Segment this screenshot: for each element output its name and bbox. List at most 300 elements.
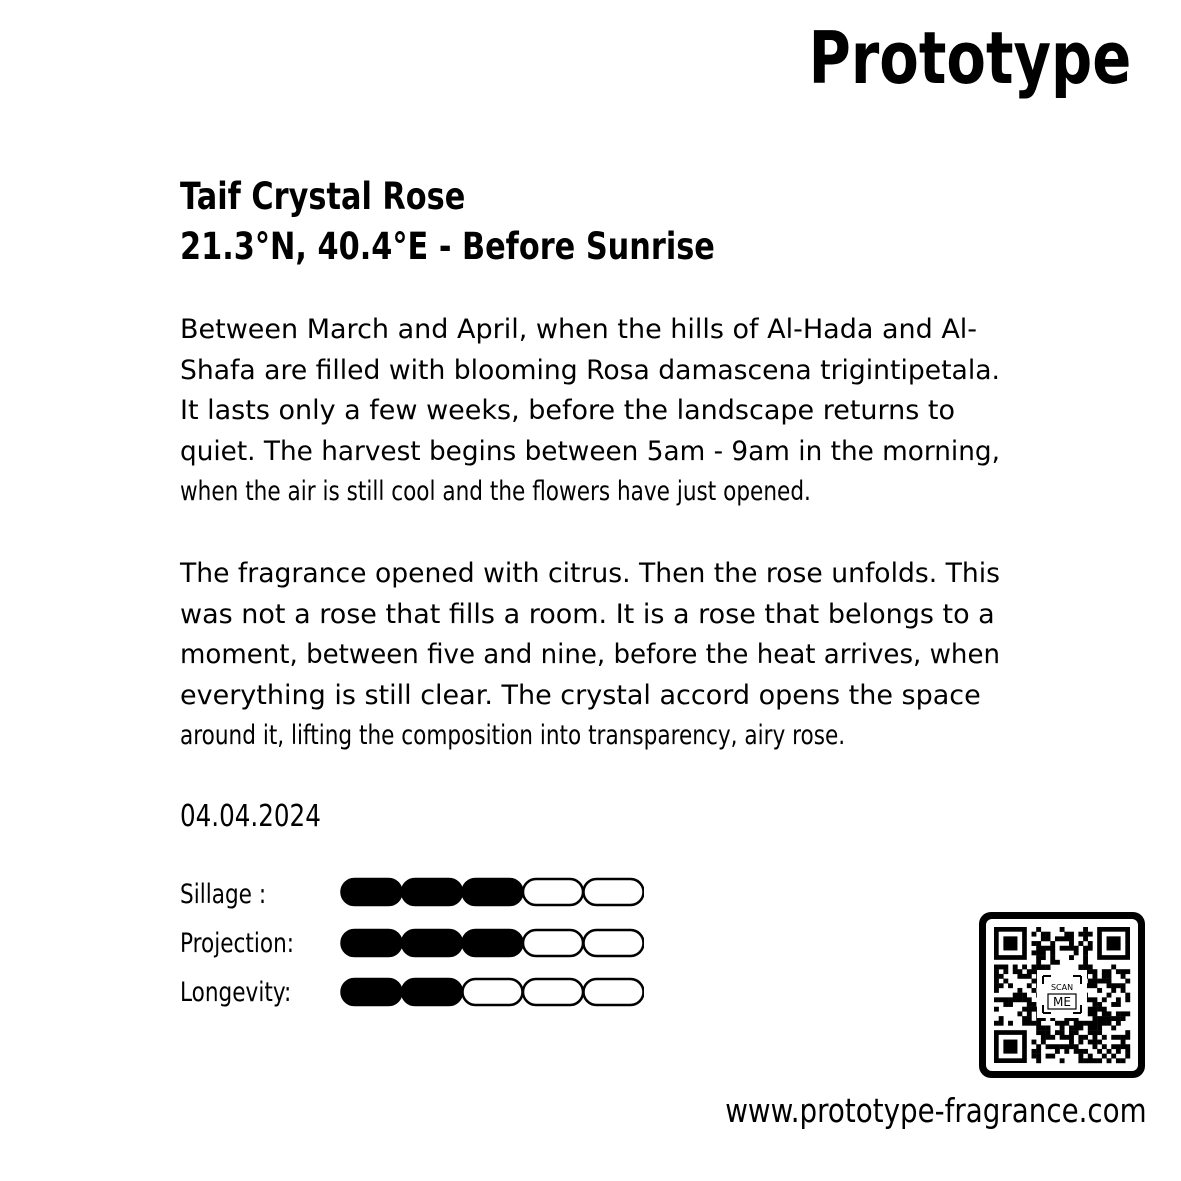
qr-module <box>1102 969 1107 974</box>
qr-module <box>1060 1025 1065 1030</box>
qr-module <box>1116 1049 1121 1054</box>
qr-module <box>1027 974 1032 979</box>
qr-module <box>1092 1035 1097 1040</box>
qr-module <box>1041 1025 1046 1030</box>
qr-module <box>1036 1021 1041 1026</box>
qr-module <box>1125 1030 1130 1035</box>
rating-pills <box>340 928 644 958</box>
qr-module <box>1116 1002 1121 1007</box>
qr-module <box>994 1007 999 1012</box>
qr-module <box>1078 941 1083 946</box>
qr-module <box>1036 1058 1041 1063</box>
qr-module <box>999 974 1004 979</box>
qr-module <box>1078 1035 1083 1040</box>
qr-module <box>1097 1007 1102 1012</box>
qr-module <box>1064 1044 1069 1049</box>
qr-finder-pattern <box>1003 936 1017 950</box>
qr-module <box>1078 932 1083 937</box>
qr-module <box>1036 1049 1041 1054</box>
qr-module <box>1069 946 1074 951</box>
qr-module <box>1032 965 1037 970</box>
paragraph-line: when the air is still cool and the flowers have just opened. <box>180 476 811 507</box>
rating-pill-filled <box>463 879 523 905</box>
qr-module <box>1032 969 1037 974</box>
qr-module <box>1078 1054 1083 1059</box>
qr-module <box>1036 1044 1041 1049</box>
qr-module <box>1111 1035 1116 1040</box>
qr-module <box>1032 941 1037 946</box>
qr-scan-text: SCAN <box>1050 983 1074 992</box>
qr-module <box>1121 1044 1126 1049</box>
qr-module <box>1111 988 1116 993</box>
qr-module <box>1092 1040 1097 1045</box>
qr-module <box>1078 1021 1083 1026</box>
qr-module <box>1032 988 1037 993</box>
qr-module <box>1003 969 1008 974</box>
rating-pill-empty <box>584 879 644 905</box>
qr-module <box>1036 927 1041 932</box>
qr-module <box>1088 941 1093 946</box>
qr-module <box>1032 1054 1037 1059</box>
qr-module <box>1083 1021 1088 1026</box>
qr-module <box>1036 941 1041 946</box>
qr-module <box>1069 955 1074 960</box>
qr-module <box>1092 1044 1097 1049</box>
qr-module <box>1050 950 1055 955</box>
qr-module <box>1022 965 1027 970</box>
qr-module <box>1046 936 1051 941</box>
qr-module <box>1107 1058 1112 1063</box>
rating-pill-empty <box>523 979 583 1005</box>
qr-module <box>1107 969 1112 974</box>
paragraph-line: Between March and April, when the hills of Al-Hada and Al- <box>180 314 978 345</box>
qr-module <box>1055 936 1060 941</box>
qr-module <box>1032 1002 1037 1007</box>
qr-module <box>1125 1035 1130 1040</box>
qr-module <box>1125 993 1130 998</box>
rating-pill-filled <box>342 979 402 1005</box>
qr-module <box>1046 1054 1051 1059</box>
qr-module <box>999 1016 1004 1021</box>
qr-module <box>1116 1021 1121 1026</box>
qr-finder-pattern <box>1107 936 1121 950</box>
qr-module <box>1088 983 1093 988</box>
qr-module <box>999 965 1004 970</box>
qr-module <box>1125 1044 1130 1049</box>
qr-module <box>1064 1021 1069 1026</box>
qr-module <box>1121 1011 1126 1016</box>
qr-module <box>1121 969 1126 974</box>
qr-scan-me-badge <box>1037 970 1087 1018</box>
qr-module <box>1013 965 1018 970</box>
qr-module <box>1036 1025 1041 1030</box>
qr-module <box>1083 955 1088 960</box>
perfume-name: Taif Crystal Rose <box>180 175 466 218</box>
qr-module <box>1102 1044 1107 1049</box>
qr-module <box>1032 1007 1037 1012</box>
paragraph-line: quiet. The harvest begins between 5am - 9am in the morning, <box>180 435 1000 467</box>
qr-module <box>1097 1040 1102 1045</box>
paragraph-line: The fragrance opened with citrus. Then the rose unfolds. This <box>180 558 1001 589</box>
qr-module <box>1055 960 1060 965</box>
qr-module <box>1092 1016 1097 1021</box>
qr-module <box>1107 983 1112 988</box>
qr-module <box>1092 1021 1097 1026</box>
qr-module <box>1102 1054 1107 1059</box>
qr-module <box>1111 1016 1116 1021</box>
qr-module <box>1046 932 1051 937</box>
qr-module <box>1027 969 1032 974</box>
qr-module <box>1102 1021 1107 1026</box>
qr-module <box>1003 997 1008 1002</box>
qr-module <box>994 988 999 993</box>
qr-module <box>1064 1035 1069 1040</box>
perfume-title <box>180 172 852 272</box>
rating-pill-empty <box>523 930 583 956</box>
qr-module <box>1032 1021 1037 1026</box>
qr-module <box>1125 979 1130 984</box>
qr-module <box>1022 993 1027 998</box>
perfume-coordinates: 21.3°N, 40.4°E - Before Sunrise <box>180 225 715 268</box>
release-date: 04.04.2024 <box>180 799 321 834</box>
qr-module <box>1013 969 1018 974</box>
paragraph-line: It lasts only a few weeks, before the landscape returns to <box>180 395 956 426</box>
sillage-label: Sillage : <box>180 879 267 910</box>
qr-module <box>1017 993 1022 998</box>
qr-module <box>1121 1016 1126 1021</box>
qr-module <box>1036 955 1041 960</box>
qr-module <box>1036 960 1041 965</box>
qr-module <box>1064 932 1069 937</box>
qr-module <box>1041 946 1046 951</box>
qr-module <box>1046 946 1051 951</box>
qr-module <box>1111 965 1116 970</box>
qr-module <box>1116 1044 1121 1049</box>
qr-module <box>1050 955 1055 960</box>
qr-module <box>1097 988 1102 993</box>
qr-module <box>1125 1049 1130 1054</box>
qr-module <box>1083 946 1088 951</box>
qr-module <box>1092 969 1097 974</box>
qr-module <box>1097 1058 1102 1063</box>
qr-module <box>1083 960 1088 965</box>
qr-module <box>1116 983 1121 988</box>
qr-code-graphic[interactable] <box>977 910 1147 1080</box>
qr-module <box>1078 1049 1083 1054</box>
qr-module <box>999 983 1004 988</box>
qr-module <box>994 979 999 984</box>
qr-module <box>1055 1030 1060 1035</box>
qr-module <box>1097 1030 1102 1035</box>
qr-module <box>1008 983 1013 988</box>
qr-module <box>1050 941 1055 946</box>
qr-module <box>1078 1040 1083 1045</box>
qr-module <box>1046 1035 1051 1040</box>
rating-pill-empty <box>523 879 583 905</box>
qr-module <box>1083 965 1088 970</box>
qr-module <box>1017 988 1022 993</box>
qr-module <box>1092 1025 1097 1030</box>
qr-module <box>1074 1025 1079 1030</box>
qr-module <box>1121 983 1126 988</box>
qr-module <box>1083 1058 1088 1063</box>
qr-module <box>1069 1044 1074 1049</box>
qr-module <box>1032 1040 1037 1045</box>
qr-module <box>994 983 999 988</box>
qr-module <box>1125 1011 1130 1016</box>
qr-module <box>1013 993 1018 998</box>
longevity-rating <box>340 977 644 1007</box>
qr-module <box>1013 997 1018 1002</box>
qr-module <box>1097 1049 1102 1054</box>
qr-module <box>1032 979 1037 984</box>
qr-module <box>994 969 999 974</box>
qr-module <box>1041 1030 1046 1035</box>
qr-module <box>1046 965 1051 970</box>
description-paragraph-1 <box>180 310 1000 513</box>
qr-module <box>1107 974 1112 979</box>
qr-module <box>1060 946 1065 951</box>
qr-module <box>1083 932 1088 937</box>
qr-module <box>1092 1002 1097 1007</box>
projection-label: Projection: <box>180 928 295 959</box>
qr-module <box>1041 965 1046 970</box>
qr-module <box>994 997 999 1002</box>
qr-module <box>1008 997 1013 1002</box>
qr-module <box>1088 932 1093 937</box>
paragraph-line: moment, between five and nine, before the heat arrives, when <box>180 639 1001 670</box>
brand-name: Prototype <box>808 16 1131 100</box>
qr-module <box>1036 965 1041 970</box>
qr-me-text: ME <box>1053 995 1071 1009</box>
qr-module <box>1022 1007 1027 1012</box>
qr-module <box>1032 1049 1037 1054</box>
qr-module <box>1046 1030 1051 1035</box>
qr-module <box>1036 946 1041 951</box>
qr-module <box>1064 936 1069 941</box>
qr-module <box>1027 1007 1032 1012</box>
qr-module <box>1111 983 1116 988</box>
qr-module <box>1032 932 1037 937</box>
qr-module <box>1027 1021 1032 1026</box>
qr-module <box>1088 1021 1093 1026</box>
qr-module <box>1088 1040 1093 1045</box>
qr-module <box>1088 1025 1093 1030</box>
qr-module <box>1055 1021 1060 1026</box>
rating-pill-filled <box>402 979 462 1005</box>
qr-module <box>1022 1021 1027 1026</box>
qr-module <box>1097 1002 1102 1007</box>
qr-module <box>1092 979 1097 984</box>
qr-module <box>1069 1040 1074 1045</box>
qr-module <box>1088 946 1093 951</box>
qr-module <box>1111 1054 1116 1059</box>
qr-module <box>1036 1054 1041 1059</box>
qr-module <box>1036 950 1041 955</box>
qr-module <box>1027 1016 1032 1021</box>
qr-module <box>1060 1030 1065 1035</box>
qr-module <box>1097 1021 1102 1026</box>
qr-module <box>1088 969 1093 974</box>
qr-module <box>1092 1058 1097 1063</box>
rating-pill-empty <box>584 979 644 1005</box>
qr-module <box>1041 950 1046 955</box>
qr-module <box>1083 1035 1088 1040</box>
qr-module <box>1003 979 1008 984</box>
rating-pills <box>340 877 644 907</box>
qr-module <box>1036 1030 1041 1035</box>
qr-module <box>1083 1049 1088 1054</box>
paragraph-line: was not a rose that fills a room. It is a rose that belongs to a <box>180 598 995 630</box>
qr-module <box>1046 1044 1051 1049</box>
rating-pill-filled <box>342 879 402 905</box>
qr-module <box>1111 1025 1116 1030</box>
qr-module <box>1116 1016 1121 1021</box>
website-link[interactable]: www.prototype-fragrance.com <box>725 1091 1147 1130</box>
rating-pill-empty <box>584 930 644 956</box>
qr-module <box>1116 997 1121 1002</box>
qr-module <box>1017 974 1022 979</box>
qr-module <box>1097 1025 1102 1030</box>
qr-module <box>1125 1054 1130 1059</box>
qr-module <box>1088 979 1093 984</box>
qr-module <box>1102 974 1107 979</box>
qr-module <box>1116 1058 1121 1063</box>
qr-module <box>1107 993 1112 998</box>
qr-module <box>1092 1007 1097 1012</box>
qr-module <box>1050 946 1055 951</box>
qr-module <box>1116 969 1121 974</box>
qr-module <box>1102 979 1107 984</box>
qr-module <box>1092 983 1097 988</box>
qr-module <box>994 974 999 979</box>
qr-module <box>1107 979 1112 984</box>
qr-module <box>1116 1035 1121 1040</box>
qr-module <box>1088 965 1093 970</box>
qr-module <box>1060 927 1065 932</box>
qr-module <box>1111 1002 1116 1007</box>
qr-module <box>1088 1054 1093 1059</box>
qr-module <box>1088 1030 1093 1035</box>
qr-module <box>1017 997 1022 1002</box>
rating-pill-filled <box>402 930 462 956</box>
qr-module <box>1032 950 1037 955</box>
qr-module <box>1092 1030 1097 1035</box>
qr-module <box>1125 969 1130 974</box>
qr-module <box>1074 1030 1079 1035</box>
qr-module <box>1102 1011 1107 1016</box>
qr-module <box>1060 1035 1065 1040</box>
qr-module <box>1069 932 1074 937</box>
qr-module <box>1060 1021 1065 1026</box>
qr-module <box>1121 974 1126 979</box>
longevity-label: Longevity: <box>180 977 292 1008</box>
qr-module <box>1041 955 1046 960</box>
rating-pill-empty <box>463 979 523 1005</box>
qr-module <box>1027 1002 1032 1007</box>
qr-module <box>999 997 1004 1002</box>
qr-module <box>1083 927 1088 932</box>
qr-module <box>1102 1035 1107 1040</box>
qr-module <box>1050 1044 1055 1049</box>
qr-module <box>1078 1058 1083 1063</box>
qr-module <box>1060 1044 1065 1049</box>
qr-module <box>1008 1021 1013 1026</box>
qr-module <box>1069 941 1074 946</box>
qr-module <box>1041 1035 1046 1040</box>
qr-module <box>1055 1044 1060 1049</box>
rating-pill-filled <box>402 879 462 905</box>
qr-module <box>1083 950 1088 955</box>
qr-module <box>1121 1035 1126 1040</box>
qr-module <box>1022 1016 1027 1021</box>
qr-module <box>1069 936 1074 941</box>
qr-code[interactable] <box>977 910 1147 1080</box>
qr-module <box>994 1021 999 1026</box>
qr-module <box>1050 960 1055 965</box>
qr-module <box>1055 1049 1060 1054</box>
qr-module <box>1107 1049 1112 1054</box>
rating-pill-filled <box>463 930 523 956</box>
qr-module <box>1003 965 1008 970</box>
qr-module <box>994 965 999 970</box>
qr-module <box>1060 1058 1065 1063</box>
qr-module <box>1083 936 1088 941</box>
qr-module <box>1064 1049 1069 1054</box>
qr-module <box>1074 950 1079 955</box>
qr-module <box>1074 1021 1079 1026</box>
qr-module <box>1022 997 1027 1002</box>
qr-module <box>1017 1011 1022 1016</box>
qr-module <box>1069 1035 1074 1040</box>
qr-module <box>1041 1040 1046 1045</box>
qr-module <box>1003 1002 1008 1007</box>
qr-module <box>1050 1054 1055 1059</box>
qr-module <box>1022 974 1027 979</box>
qr-module <box>1078 1025 1083 1030</box>
qr-module <box>1121 1040 1126 1045</box>
qr-module <box>1074 1049 1079 1054</box>
qr-module <box>1074 1044 1079 1049</box>
paragraph-line: around it, lifting the composition into transparency, airy rose. <box>180 720 846 751</box>
qr-module <box>1074 946 1079 951</box>
paragraph-line: Shafa are filled with blooming Rosa damascena trigintipetala. <box>180 354 1000 386</box>
paragraph-line: everything is still clear. The crystal accord opens the space <box>180 679 981 711</box>
qr-module <box>1092 1011 1097 1016</box>
qr-module <box>1064 946 1069 951</box>
projection-rating <box>340 928 644 958</box>
qr-module <box>1097 979 1102 984</box>
qr-module <box>1088 1011 1093 1016</box>
rating-pill-filled <box>342 930 402 956</box>
qr-module <box>1092 974 1097 979</box>
qr-module <box>1069 1025 1074 1030</box>
qr-module <box>1088 1058 1093 1063</box>
qr-module <box>1027 997 1032 1002</box>
qr-module <box>1008 1002 1013 1007</box>
qr-module <box>1088 1007 1093 1012</box>
qr-module <box>1078 965 1083 970</box>
qr-module <box>1050 1035 1055 1040</box>
qr-module <box>999 1021 1004 1026</box>
qr-module <box>1041 936 1046 941</box>
qr-module <box>1027 983 1032 988</box>
qr-module <box>1097 1016 1102 1021</box>
qr-module <box>1111 1044 1116 1049</box>
qr-module <box>1102 1016 1107 1021</box>
qr-module <box>1121 1058 1126 1063</box>
sillage-rating <box>340 877 644 907</box>
